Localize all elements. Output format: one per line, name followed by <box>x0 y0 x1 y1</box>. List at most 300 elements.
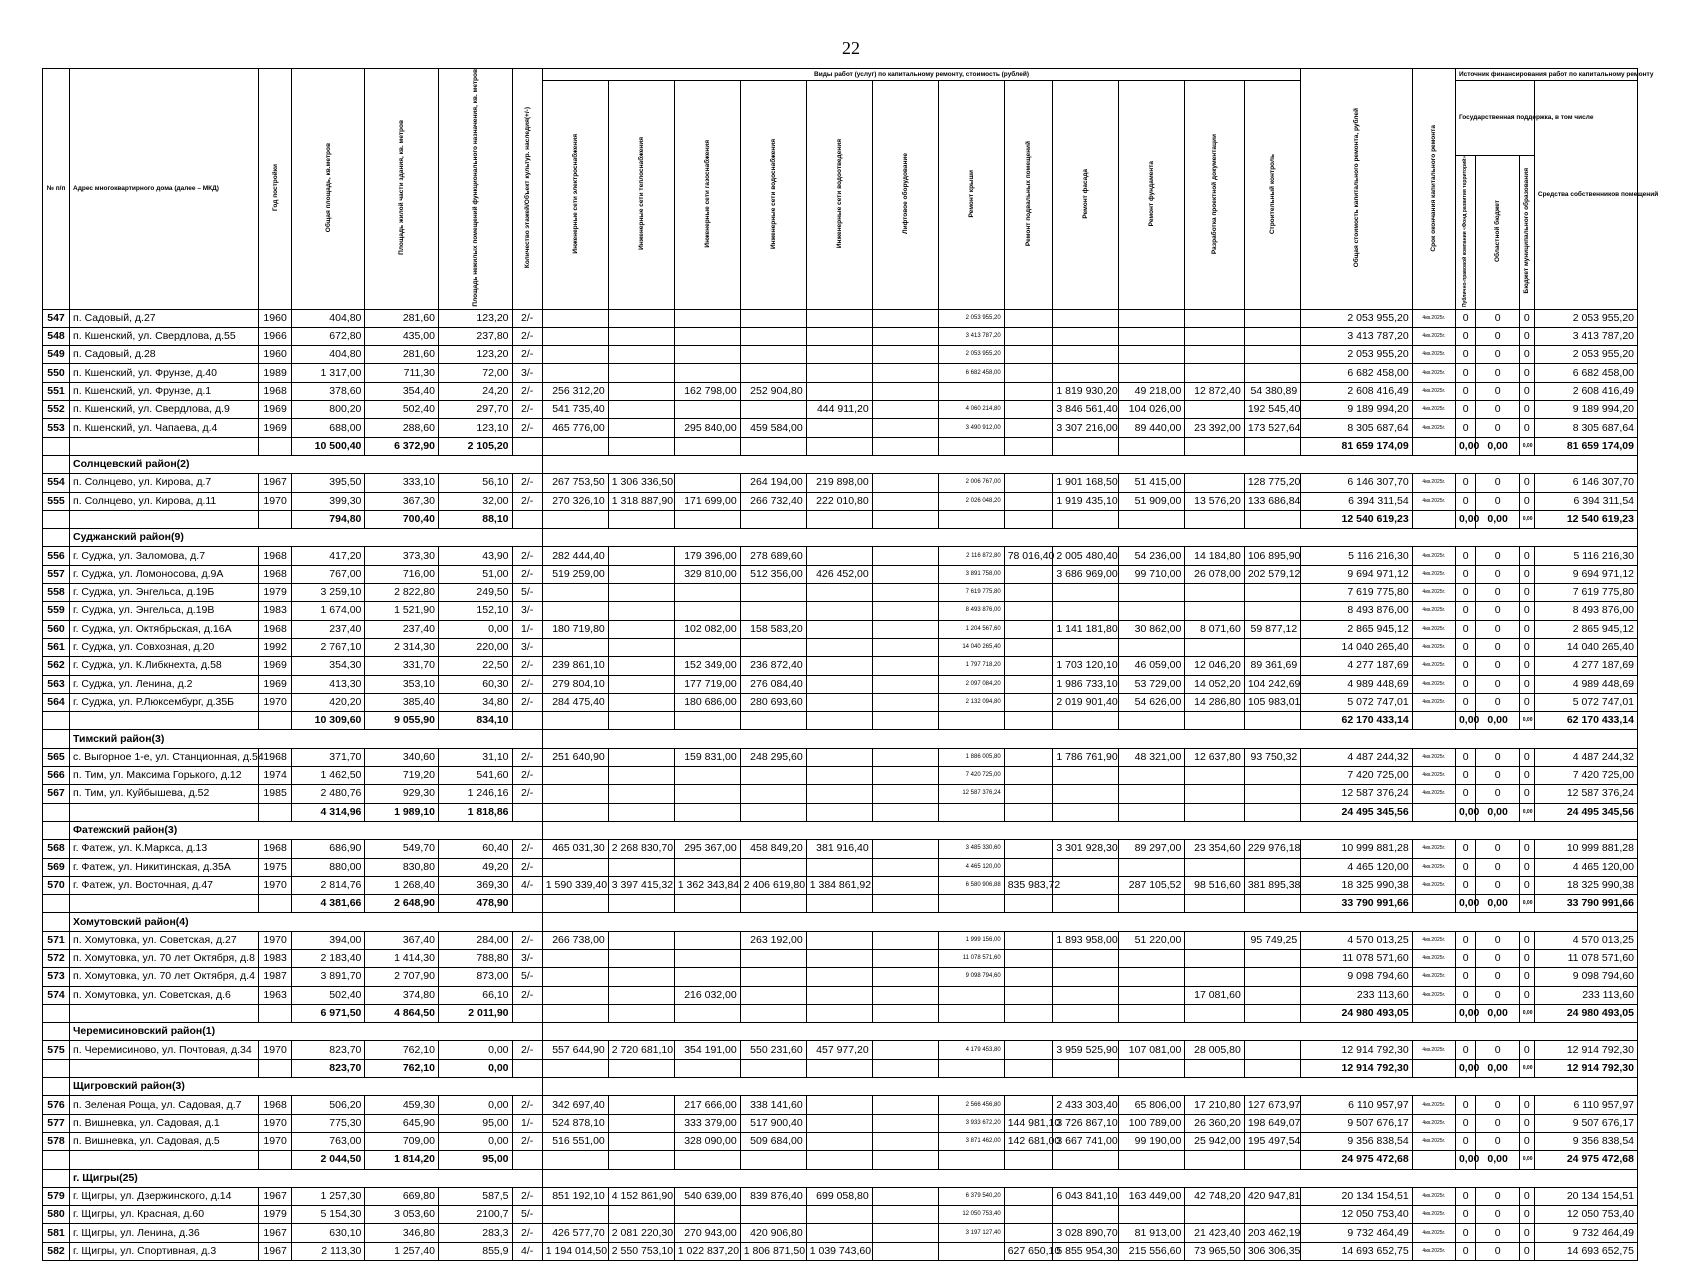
row-work-cost <box>1004 986 1053 1004</box>
subtotal-row <box>43 437 1638 455</box>
row-work-cost: 159 831,00 <box>674 748 740 766</box>
row-work-cost: 6 580 906,88 <box>938 876 1004 894</box>
row-own-funds: 5 116 216,30 <box>1534 547 1637 565</box>
row-work-cost: 3 686 969,00 <box>1053 565 1119 583</box>
row-work-cost <box>872 1132 938 1150</box>
row-work-cost: 12 587 376,24 <box>938 785 1004 803</box>
subtotal-municipal: 0,00 <box>1519 1151 1534 1169</box>
row-area-nonliving: 873,00 <box>438 968 512 986</box>
subtotal-regional: 0,00 <box>1476 895 1519 913</box>
row-work-cost: 3 959 525,90 <box>1053 1041 1119 1059</box>
subtotal-regional: 0,00 <box>1476 1151 1519 1169</box>
row-total-cost: 7 420 725,00 <box>1301 767 1412 785</box>
row-own-funds: 18 325 990,38 <box>1534 876 1637 894</box>
row-deadline: 4кв.2025г. <box>1412 547 1455 565</box>
header-area-total: Общая площадь, кв.метров <box>291 69 365 310</box>
subtotal-fund: 0,00 <box>1455 803 1476 821</box>
row-municipal: 0 <box>1519 986 1534 1004</box>
table-row <box>43 346 1638 364</box>
row-area-living: 502,40 <box>365 401 439 419</box>
row-deadline: 4кв.2025г. <box>1412 382 1455 400</box>
row-address: п. Хомутовка, ул. 70 лет Октября, д.8 <box>70 949 259 967</box>
row-floors: 2/- <box>512 858 542 876</box>
row-work-cost <box>1004 1096 1053 1114</box>
row-work-cost: 426 577,70 <box>542 1224 608 1242</box>
row-floors: 2/- <box>512 309 542 327</box>
row-work-cost <box>1244 986 1300 1004</box>
row-area-nonliving: 51,00 <box>438 565 512 583</box>
row-floors: 3/- <box>512 638 542 656</box>
subtotal-empty <box>1004 437 1053 455</box>
subtotal-empty <box>542 1004 608 1022</box>
row-work-cost <box>542 364 608 382</box>
row-area-total: 767,00 <box>291 565 365 583</box>
row-area-total: 3 259,10 <box>291 584 365 602</box>
row-address: с. Выгорное 1-е, ул. Станционная, д.54 <box>70 748 259 766</box>
row-work-cost <box>740 602 806 620</box>
table-row <box>43 327 1638 345</box>
row-work-cost: 270 326,10 <box>542 492 608 510</box>
row-year: 1989 <box>259 364 291 382</box>
row-regional: 0 <box>1476 1187 1519 1205</box>
row-deadline: 4кв.2025г. <box>1412 675 1455 693</box>
row-address: п. Кшенский, ул. Свердлова, д.55 <box>70 327 259 345</box>
row-work-cost: 342 697,40 <box>542 1096 608 1114</box>
row-work-cost <box>1119 327 1185 345</box>
subtotal-empty <box>608 510 674 528</box>
row-year: 1992 <box>259 638 291 656</box>
row-municipal: 0 <box>1519 767 1534 785</box>
row-number: 564 <box>43 693 70 711</box>
table-row <box>43 693 1638 711</box>
row-regional: 0 <box>1476 492 1519 510</box>
row-work-cost: 3 397 415,32 <box>608 876 674 894</box>
table-body <box>43 309 1638 1260</box>
row-work-cost: 4 152 861,90 <box>608 1187 674 1205</box>
row-work-cost <box>872 693 938 711</box>
row-area-living: 288,60 <box>365 419 439 437</box>
header-area-living: Площадь жилой части здания, кв. метров <box>365 69 439 310</box>
row-work-cost: 48 321,00 <box>1119 748 1185 766</box>
row-work-cost: 333 379,00 <box>674 1114 740 1132</box>
row-regional: 0 <box>1476 620 1519 638</box>
row-area-nonliving: 34,80 <box>438 693 512 711</box>
row-work-cost <box>608 931 674 949</box>
row-work-cost: 25 942,00 <box>1185 1132 1245 1150</box>
row-total-cost: 9 356 838,54 <box>1301 1132 1412 1150</box>
row-work-cost: 23 354,60 <box>1185 840 1245 858</box>
subtotal-area-nonliving: 2 105,20 <box>438 437 512 455</box>
row-number: 569 <box>43 858 70 876</box>
row-area-total: 506,20 <box>291 1096 365 1114</box>
row-work-cost <box>872 584 938 602</box>
row-own-funds: 4 989 448,69 <box>1534 675 1637 693</box>
row-own-funds: 2 053 955,20 <box>1534 309 1637 327</box>
row-work-cost: 512 356,00 <box>740 565 806 583</box>
subtotal-row <box>43 510 1638 528</box>
header-floors: Количество этажей/Объект культур. наследия(+/-) <box>512 69 542 310</box>
row-area-total: 413,30 <box>291 675 365 693</box>
row-own-funds: 12 914 792,30 <box>1534 1041 1637 1059</box>
row-deadline: 4кв.2025г. <box>1412 474 1455 492</box>
row-floors: 2/- <box>512 1096 542 1114</box>
subtotal-row <box>43 1059 1638 1077</box>
row-number: 570 <box>43 876 70 894</box>
row-year: 1968 <box>259 382 291 400</box>
row-area-living: 281,60 <box>365 309 439 327</box>
subtotal-empty <box>608 1059 674 1077</box>
row-deadline: 4кв.2025г. <box>1412 931 1455 949</box>
row-area-nonliving: 249,50 <box>438 584 512 602</box>
subtotal-area-living: 762,10 <box>365 1059 439 1077</box>
subtotal-empty <box>70 803 259 821</box>
subtotal-area-living: 6 372,90 <box>365 437 439 455</box>
row-work-cost <box>608 309 674 327</box>
row-work-cost <box>1004 620 1053 638</box>
row-area-nonliving: 152,10 <box>438 602 512 620</box>
row-fund: 0 <box>1455 675 1476 693</box>
row-own-funds: 14 693 652,75 <box>1534 1242 1637 1260</box>
district-name: Хомутовский район(4) <box>70 913 543 931</box>
row-floors: 2/- <box>512 419 542 437</box>
row-work-cost <box>806 986 872 1004</box>
row-number: 572 <box>43 949 70 967</box>
row-work-cost <box>1244 1206 1300 1224</box>
subtotal-row <box>43 895 1638 913</box>
header-address: Адрес многоквартирного дома (далее – МКД) <box>70 69 259 310</box>
row-total-cost: 14 693 652,75 <box>1301 1242 1412 1260</box>
subtotal-empty <box>806 803 872 821</box>
subtotal-area-total: 823,70 <box>291 1059 365 1077</box>
subtotal-own-funds: 24 975 472,68 <box>1534 1151 1637 1169</box>
district-name: Солнцевский район(2) <box>70 455 543 473</box>
row-work-cost: 98 516,60 <box>1185 876 1245 894</box>
row-own-funds: 12 587 376,24 <box>1534 785 1637 803</box>
row-work-cost <box>938 382 1004 400</box>
row-area-total: 1 257,30 <box>291 1187 365 1205</box>
table-row <box>43 1242 1638 1260</box>
row-year: 1974 <box>259 767 291 785</box>
district-row <box>43 821 1638 839</box>
row-work-cost <box>872 346 938 364</box>
row-work-cost <box>608 1206 674 1224</box>
row-deadline: 4кв.2025г. <box>1412 565 1455 583</box>
row-own-funds: 9 694 971,12 <box>1534 565 1637 583</box>
row-municipal: 0 <box>1519 584 1534 602</box>
row-work-cost <box>1053 767 1119 785</box>
subtotal-empty <box>1119 1004 1185 1022</box>
row-work-cost: 557 644,90 <box>542 1041 608 1059</box>
row-work-cost <box>740 346 806 364</box>
row-number: 565 <box>43 748 70 766</box>
row-address: п. Тим, ул. Максима Горького, д.12 <box>70 767 259 785</box>
row-work-cost: 127 673,97 <box>1244 1096 1300 1114</box>
row-municipal: 0 <box>1519 1114 1534 1132</box>
row-floors: 2/- <box>512 785 542 803</box>
subtotal-empty <box>43 437 70 455</box>
row-work-cost: 180 719,80 <box>542 620 608 638</box>
row-work-cost: 284 475,40 <box>542 693 608 711</box>
row-floors: 2/- <box>512 748 542 766</box>
row-work-cost: 106 895,90 <box>1244 547 1300 565</box>
row-work-cost: 26 078,00 <box>1185 565 1245 583</box>
row-work-cost <box>872 1206 938 1224</box>
row-work-cost <box>740 638 806 656</box>
row-work-cost: 1 204 567,60 <box>938 620 1004 638</box>
row-area-total: 2 480,76 <box>291 785 365 803</box>
row-fund: 0 <box>1455 346 1476 364</box>
row-work-cost <box>1119 584 1185 602</box>
row-work-cost: 1 141 181,80 <box>1053 620 1119 638</box>
district-row <box>43 1078 1638 1096</box>
row-work-cost <box>1185 346 1245 364</box>
row-fund: 0 <box>1455 785 1476 803</box>
row-work-cost: 54 380,89 <box>1244 382 1300 400</box>
row-work-cost: 270 943,00 <box>674 1224 740 1242</box>
row-number: 548 <box>43 327 70 345</box>
row-work-cost <box>1244 346 1300 364</box>
row-number: 567 <box>43 785 70 803</box>
row-address: г. Суджа, ул. Заломова, д.7 <box>70 547 259 565</box>
row-floors: 5/- <box>512 584 542 602</box>
row-work-cost <box>1004 565 1053 583</box>
row-fund: 0 <box>1455 693 1476 711</box>
district-name: Фатежский район(3) <box>70 821 543 839</box>
row-number: 574 <box>43 986 70 1004</box>
table-row <box>43 1187 1638 1205</box>
district-empty <box>43 1023 70 1041</box>
row-year: 1969 <box>259 675 291 693</box>
subtotal-empty <box>674 803 740 821</box>
subtotal-regional: 0,00 <box>1476 803 1519 821</box>
row-area-nonliving: 283,3 <box>438 1224 512 1242</box>
row-work-cost <box>872 1187 938 1205</box>
row-deadline: 4кв.2025г. <box>1412 638 1455 656</box>
row-municipal: 0 <box>1519 858 1534 876</box>
row-work-cost <box>806 309 872 327</box>
row-work-cost: 381 895,38 <box>1244 876 1300 894</box>
subtotal-empty <box>1185 510 1245 528</box>
subtotal-empty <box>674 437 740 455</box>
subtotal-regional: 0,00 <box>1476 1004 1519 1022</box>
row-number: 557 <box>43 565 70 583</box>
row-municipal: 0 <box>1519 638 1534 656</box>
row-year: 1975 <box>259 858 291 876</box>
subtotal-empty <box>1244 1059 1300 1077</box>
row-work-cost <box>806 767 872 785</box>
row-address: п. Садовый, д.27 <box>70 309 259 327</box>
row-year: 1968 <box>259 840 291 858</box>
row-address: п. Вишневка, ул. Садовая, д.1 <box>70 1114 259 1132</box>
row-own-funds: 6 146 307,70 <box>1534 474 1637 492</box>
row-address: п. Хомутовка, ул. Советская, д.6 <box>70 986 259 1004</box>
subtotal-empty <box>512 895 542 913</box>
row-number: 563 <box>43 675 70 693</box>
row-work-cost <box>872 1224 938 1242</box>
row-work-cost: 12 046,20 <box>1185 657 1245 675</box>
row-work-cost: 192 545,40 <box>1244 401 1300 419</box>
row-work-cost <box>1244 638 1300 656</box>
row-work-cost <box>542 602 608 620</box>
row-regional: 0 <box>1476 1041 1519 1059</box>
subtotal-empty <box>70 895 259 913</box>
row-work-cost <box>608 547 674 565</box>
row-work-cost: 839 876,40 <box>740 1187 806 1205</box>
row-own-funds: 2 053 955,20 <box>1534 346 1637 364</box>
subtotal-empty <box>43 1004 70 1022</box>
row-floors: 2/- <box>512 474 542 492</box>
row-area-total: 371,70 <box>291 748 365 766</box>
row-fund: 0 <box>1455 858 1476 876</box>
row-total-cost: 7 619 775,80 <box>1301 584 1412 602</box>
subtotal-empty <box>1053 895 1119 913</box>
capital-repair-table <box>42 68 1659 1261</box>
row-work-cost: 3 667 741,00 <box>1053 1132 1119 1150</box>
row-area-total: 688,00 <box>291 419 365 437</box>
row-work-cost <box>542 858 608 876</box>
row-work-cost <box>1004 693 1053 711</box>
row-total-cost: 4 989 448,69 <box>1301 675 1412 693</box>
subtotal-municipal: 0,00 <box>1519 1059 1534 1077</box>
row-work-cost <box>740 309 806 327</box>
row-work-cost <box>542 949 608 967</box>
row-total-cost: 12 914 792,30 <box>1301 1041 1412 1059</box>
row-work-cost: 128 775,20 <box>1244 474 1300 492</box>
row-own-funds: 4 277 187,69 <box>1534 657 1637 675</box>
row-deadline: 4кв.2025г. <box>1412 327 1455 345</box>
row-work-cost <box>1004 309 1053 327</box>
row-municipal: 0 <box>1519 492 1534 510</box>
row-year: 1968 <box>259 748 291 766</box>
subtotal-empty <box>740 803 806 821</box>
row-area-nonliving: 1 246,16 <box>438 785 512 803</box>
subtotal-empty <box>740 1151 806 1169</box>
row-work-cost: 14 184,80 <box>1185 547 1245 565</box>
row-work-cost: 42 748,20 <box>1185 1187 1245 1205</box>
row-work-cost <box>1004 840 1053 858</box>
row-own-funds: 5 072 747,01 <box>1534 693 1637 711</box>
row-work-cost: 2 006 767,00 <box>938 474 1004 492</box>
row-work-cost <box>872 309 938 327</box>
row-work-cost <box>1053 309 1119 327</box>
row-year: 1969 <box>259 401 291 419</box>
row-work-cost: 1 318 887,90 <box>608 492 674 510</box>
subtotal-empty <box>259 437 291 455</box>
row-floors: 1/- <box>512 620 542 638</box>
row-area-living: 331,70 <box>365 657 439 675</box>
row-work-cost <box>674 1206 740 1224</box>
row-fund: 0 <box>1455 1224 1476 1242</box>
row-deadline: 4кв.2025г. <box>1412 1206 1455 1224</box>
row-fund: 0 <box>1455 327 1476 345</box>
row-work-cost <box>872 364 938 382</box>
row-address: г. Фатеж, ул. Восточная, д.47 <box>70 876 259 894</box>
row-year: 1968 <box>259 565 291 583</box>
subtotal-municipal: 0,00 <box>1519 437 1534 455</box>
row-work-cost <box>674 584 740 602</box>
district-empty <box>542 913 1637 931</box>
row-work-cost: 2 053 955,20 <box>938 309 1004 327</box>
row-regional: 0 <box>1476 949 1519 967</box>
row-year: 1967 <box>259 474 291 492</box>
row-work-cost <box>806 657 872 675</box>
subtotal-empty <box>806 1151 872 1169</box>
row-number: 571 <box>43 931 70 949</box>
row-work-cost: 1 039 743,60 <box>806 1242 872 1260</box>
row-work-cost: 3 846 561,40 <box>1053 401 1119 419</box>
row-work-cost <box>872 474 938 492</box>
row-area-living: 645,90 <box>365 1114 439 1132</box>
row-work-cost <box>872 968 938 986</box>
district-row <box>43 730 1638 748</box>
row-work-cost: 3 301 928,30 <box>1053 840 1119 858</box>
header-state-support: Государственная поддержка, в том числе <box>1455 81 1534 156</box>
header-work-6: Лифтовое оборудование <box>872 81 938 310</box>
row-work-cost <box>1004 602 1053 620</box>
row-work-cost <box>1244 364 1300 382</box>
row-deadline: 4кв.2025г. <box>1412 1242 1455 1260</box>
subtotal-empty <box>1244 1004 1300 1022</box>
row-number: 580 <box>43 1206 70 1224</box>
row-work-cost: 279 804,10 <box>542 675 608 693</box>
row-work-cost <box>1185 968 1245 986</box>
row-own-funds: 2 865 945,12 <box>1534 620 1637 638</box>
row-regional: 0 <box>1476 693 1519 711</box>
row-work-cost <box>1244 1041 1300 1059</box>
row-work-cost <box>872 1114 938 1132</box>
row-work-cost: 65 806,00 <box>1119 1096 1185 1114</box>
row-work-cost: 12 050 753,40 <box>938 1206 1004 1224</box>
row-area-living: 762,10 <box>365 1041 439 1059</box>
row-work-cost: 251 640,90 <box>542 748 608 766</box>
row-address: г. Суджа, ул. Совхозная, д.20 <box>70 638 259 656</box>
row-work-cost: 278 689,60 <box>740 547 806 565</box>
row-area-total: 417,20 <box>291 547 365 565</box>
row-work-cost: 287 105,52 <box>1119 876 1185 894</box>
row-work-cost: 1 786 761,90 <box>1053 748 1119 766</box>
row-work-cost: 3 307 216,00 <box>1053 419 1119 437</box>
row-area-living: 1 414,30 <box>365 949 439 967</box>
row-work-cost: 1 901 168,50 <box>1053 474 1119 492</box>
row-total-cost: 14 040 265,40 <box>1301 638 1412 656</box>
row-work-cost <box>1185 602 1245 620</box>
subtotal-empty <box>608 712 674 730</box>
row-work-cost <box>608 565 674 583</box>
subtotal-empty <box>1412 712 1455 730</box>
row-fund: 0 <box>1455 968 1476 986</box>
row-address: п. Черемисиново, ул. Почтовая, д.34 <box>70 1041 259 1059</box>
row-work-cost: 102 082,00 <box>674 620 740 638</box>
row-work-cost <box>608 968 674 986</box>
row-work-cost: 2 005 480,40 <box>1053 547 1119 565</box>
subtotal-area-total: 4 381,66 <box>291 895 365 913</box>
row-total-cost: 5 116 216,30 <box>1301 547 1412 565</box>
row-work-cost <box>674 931 740 949</box>
row-municipal: 0 <box>1519 1242 1534 1260</box>
row-total-cost: 20 134 154,51 <box>1301 1187 1412 1205</box>
row-fund: 0 <box>1455 1114 1476 1132</box>
row-year: 1970 <box>259 492 291 510</box>
district-empty <box>542 1169 1637 1187</box>
row-work-cost <box>608 785 674 803</box>
row-area-total: 2 113,30 <box>291 1242 365 1260</box>
row-regional: 0 <box>1476 382 1519 400</box>
table-row <box>43 547 1638 565</box>
row-own-funds: 7 619 775,80 <box>1534 584 1637 602</box>
row-work-cost: 458 849,20 <box>740 840 806 858</box>
row-area-living: 830,80 <box>365 858 439 876</box>
row-area-nonliving: 49,20 <box>438 858 512 876</box>
